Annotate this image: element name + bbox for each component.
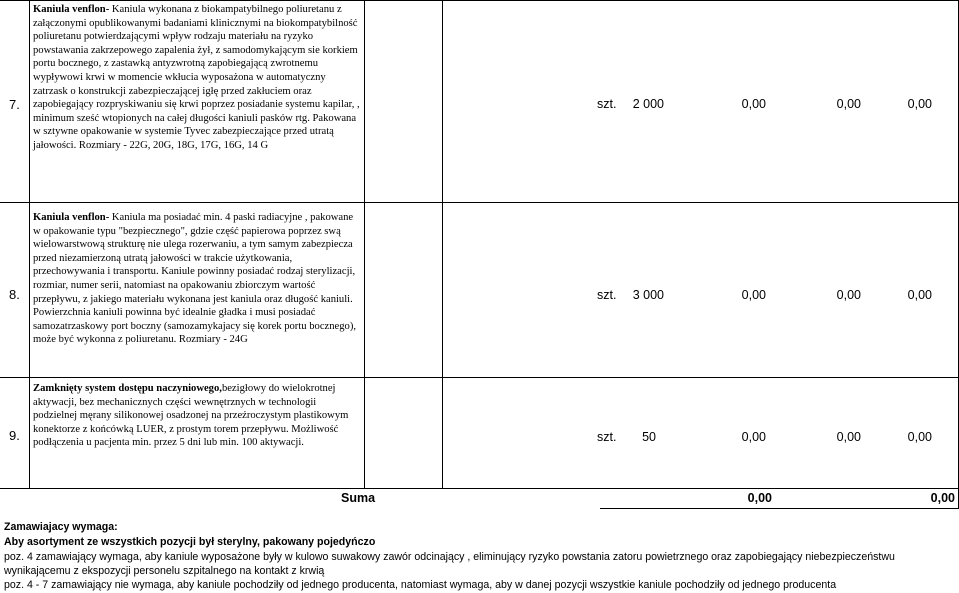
value-2: 0,00 (836, 430, 861, 444)
item-text: bezigłowy do wielokrotnej aktywacji, bez mechanicznych części wewnętrznych w technologii podzielnej męrany silikonowej osadzonej na przeźroczystym plastikowym konektorze z końcówką LUER, z prostym torem przepływu. Możliwość podłączenia u pacjenta min. przez 5 dni lub min. 100 aktywacji. (33, 383, 349, 449)
footer-line-3: wynikającemu z ekspozycji personelu szpitalnego na kontakt z krwią (4, 565, 325, 577)
item-text: Kaniula wykonana z biokampatybilnego poliuretanu z załączonymi opublikowanymi badaniami klinicznymi na biokompatybilność poliuretanu potwierdzającymi wpływ rodzaju materiału na ryzyko powstawania zakrzepowego zapalenia żył, z samodomykającym sie korkiem portu bocznego, z zastawką antyzwrotną zapobiegającą zwrotnemu wypływowi krwi w momencie wkłucia wyposażona w automatyczny zatrzask o konstrukcji zabezpieczającej igłę przed zakłuciem oraz zapobiegający rozpryskiwaniu się krwi poprzez posiadanie systemu kapilar, , minimum sześć wtopionych na całej długości kaniuli pasków rtg. Pakowana w sztywne opakowanie w systemie Tyvec zabezpieczające przed utratą jałowości. Rozmiary - 22G, 20G, 18G, 17G, 16G, 14 G (33, 4, 360, 151)
footer-line-2: poz. 4 zamawiający wymaga, aby kaniule wyposażone były w kulowo suwakowy zawór odcinający , eliminujący ryzyko powstania zatoru powietrznego oraz zapobiegający niebezpieczeństwu (4, 551, 895, 563)
value-1: 0,00 (741, 430, 766, 444)
item-description (33, 211, 363, 347)
sum-value-2: 0,00 (930, 491, 955, 505)
row-number: 9. (9, 428, 20, 443)
unit: szt. (597, 288, 617, 302)
item-title: Zamknięty system dostępu naczyniowego, (33, 383, 222, 394)
footer-heading: Zamawiajacy wymaga: (4, 521, 118, 533)
value-2: 0,00 (836, 97, 861, 111)
item-title: Kaniula venflon- (33, 212, 110, 223)
value-3: 0,00 (907, 288, 932, 302)
item-title: Kaniula venflon- (33, 4, 110, 15)
value-1: 0,00 (741, 288, 766, 302)
unit: szt. (597, 430, 617, 444)
quantity: 3 000 (632, 288, 664, 302)
footer-line-4: poz. 4 - 7 zamawiający nie wymaga, aby kaniule pochodziły od jednego producenta, natomiast wymaga, aby w danej pozycji wszystkie kaniule pochodziły od jednego producenta (4, 579, 837, 591)
value-2: 0,00 (836, 288, 861, 302)
row-number: 8. (9, 287, 20, 302)
row-number: 7. (9, 97, 20, 112)
value-3: 0,00 (907, 430, 932, 444)
value-1: 0,00 (741, 97, 766, 111)
quantity: 50 (642, 430, 656, 444)
quantity: 2 000 (632, 97, 664, 111)
sum-value-1: 0,00 (747, 491, 772, 505)
item-text: Kaniula ma posiadać min. 4 paski radiacyjne , pakowane w opakowanie typu "bezpiecznego", gdzie część papierowa poprzez swą wielowarstwową strukturę nie ulega rozerwaniu, a tym samym zabezpiecza przed niezamierzoną utratą jałowości w trakcie użytkowania, przechowywania i transportu. Kaniule powinny posiadać rodzaj sterylizacji, rozmiar, numer serii, natomiast na opakowaniu zbiorczym wartość przepływu, z jakiego materiału wykonana jest kaniula oraz długość kaniuli. Powierzchnia kaniuli powinna być idealnie gładka i musi posiadać samozatrzaskowy port boczny (samozamykajacy się korek portu bocznego), może być wykonna z poliuretanu. Rozmiary - 24G (33, 212, 356, 346)
sum-label: Suma (341, 491, 376, 505)
value-3: 0,00 (907, 97, 932, 111)
item-description (33, 3, 363, 153)
footer-line-1: Aby asortyment ze wszystkich pozycji był sterylny, pakowany pojedyńczo (4, 536, 376, 548)
unit: szt. (597, 97, 617, 111)
item-description (33, 382, 363, 450)
